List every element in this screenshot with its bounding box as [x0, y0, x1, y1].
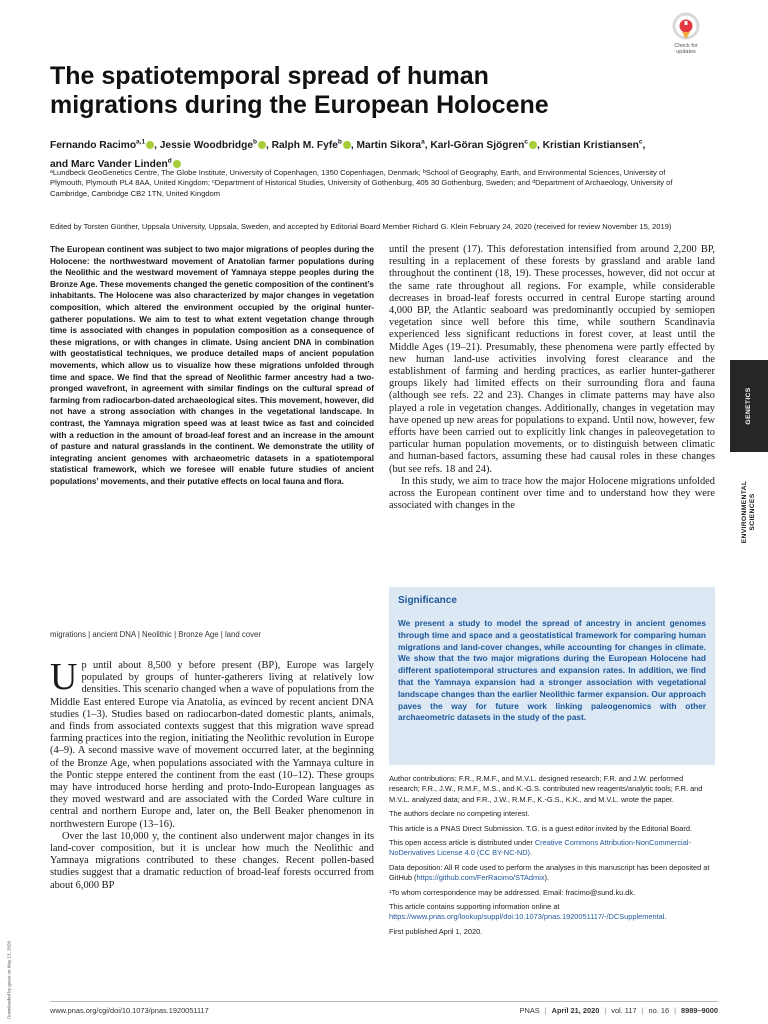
- supporting-info-link[interactable]: https://www.pnas.org/lookup/suppl/doi:10.1073/pnas.1920051117/-/DCSupplemental: [389, 912, 665, 922]
- footer-pages: 8989–9000: [681, 1006, 718, 1015]
- footer-issue: no. 16: [648, 1006, 670, 1015]
- footer-journal: PNAS: [519, 1006, 540, 1015]
- footer-volume: vol. 117: [611, 1006, 637, 1015]
- orcid-icon[interactable]: [173, 160, 181, 168]
- section-tab-genetics[interactable]: GENETICS: [730, 360, 768, 452]
- significance-text: We present a study to model the spread of ancestry in ancient genomes through time and space and a geostatistical framework for comparing human migrations and land-cover changes, while accounting for changes in climate. We show that the two major migrations during the European Holocene had different spatiotemporal structures and expansion rates. In addition, we find that the Yamnaya expansion had a stronger association with vegetational landscape changes than the earlier Neolithic farmer expansion. Our approach paves the way for future work linking paleogenomics with other archaeometric datasets in the study of the past.: [398, 618, 706, 723]
- check-for-updates-label: Check for updates: [674, 43, 698, 55]
- correspondence-note: ¹To whom correspondence may be addressed. Email: fracimo@sund.ku.dk.: [389, 887, 636, 897]
- footer-divider: [50, 1001, 718, 1002]
- body-paragraph: Over the last 10,000 y, the continent also underwent major changes in its land-cover composition, but it is unclear how much the Neolithic and Yamnaya migrations contributed to these changes. Recent pollen-based studies suggest that a dramatic reduction of broad-leaf forests occurred from about 6,000 BP: [50, 830, 374, 891]
- abstract: The European continent was subject to two major migrations of peoples during the Holocene: the northwestward movement of Anatolian farmer populations during the Neolithic and the westward movement of Yamnaya steppe peoples during the Bronze Age. These movements changed the genetic composition of the continent’s inhabitants. The Holocene was also characterized by major changes in vegetation composition, which altered the environment occupied by the original hunter-gatherer populations. We aim to test to what extent vegetation change through time is associated with changes in population composition as a consequence of these migrations, or with changes in climate. Using ancient DNA in combination with geostatistical techniques, we produce detailed maps of ancient population movements, which allow us to visualize how these migrations unfolded through time and space. We find that the spread of Neolithic farmer ancestry had a two-pronged wavefront, in agreement with similar findings on the cultural spread of farming from radiocarbon-dated archaeological sites. This movement, however, did not have a strong association with changes in the vegetational landscape. In contrast, the Yamnaya migration speed was at least twice as fast and coincided with a reduction in the amount of broad-leaf forest and an increase in the amount of pasture and natural grasslands in the continent. We demonstrate the utility of integrating ancient genomes with archaeometric datasets in a spatiotemporal statistical framework, which we foresee will enable future studies of ancient populations’ movements, and their putative effects on local fauna and flora.: [50, 245, 374, 486]
- drop-cap: U: [50, 656, 78, 698]
- author-woodbridge[interactable]: Jessie Woodbridge$^b$ ,: [159, 139, 272, 152]
- keywords: migrations | ancient DNA | Neolithic | Bronze Age | land cover: [50, 630, 261, 639]
- footer-doi-url[interactable]: www.pnas.org/cgi/doi/10.1073/pnas.1920051117: [50, 1006, 209, 1015]
- author-list: [50, 135, 650, 172]
- github-link[interactable]: https://github.com/FerRacimo/STAdmix: [416, 873, 545, 883]
- section-tab-environmental-sciences[interactable]: ENVIRONMENTAL SCIENCES: [730, 462, 768, 562]
- body-text-right-column: [389, 244, 715, 512]
- competing-interest: The authors declare no competing interest.: [389, 809, 530, 819]
- data-deposition-note: Data deposition: All R code used to perform the analyses in this manuscript has been deposited at GitHub (https://github.com/FerRacimo/STAdmix).: [389, 862, 710, 883]
- orcid-icon[interactable]: [146, 141, 154, 149]
- author-sjogren[interactable]: Karl-Göran Sjögren$^c$ ,: [430, 139, 543, 152]
- direct-submission-note: This article is a PNAS Direct Submission. T.G. is a guest editor invited by the Editorial Board.: [389, 823, 693, 833]
- footer-citation: PNAS | April 21, 2020 | vol. 117 | no. 16 | 8989–9000: [519, 1006, 718, 1015]
- author-fyfe[interactable]: Ralph M. Fyfe$^b$ ,: [271, 139, 357, 152]
- body-paragraph: until the present (17). This deforestation intensified from around 2,200 BP, resulting in a replacement of these forests by grassland and arable land throughout the continent (18, 19). These processes, however, did not occur at the same rate throughout all regions. For example, while considerable decreases in broad-leaf forests occurred in central Europe starting around 4,000 BP, the Atlantic seaboard was predominantly occupied by semiopen vegetation since well before this time, while southern Scandinavia experienced less significant reductions in forest cover, at least until the Middle Ages (19–21). Presumably, these phenomena were partly effected by new human land-use activities involving forest clearance and the establishment of farming and herding practices, as earlier hunter-gatherer groups likely had limited effects on their surrounding flora and fauna (although see refs. 22 and 23). Changes in climate patterns may have also played a role in vegetation changes. Additionally, changes in vegetation may have opened up new areas for populations to expand. Until now, however, few efforts have been carried out to explicitly link changes in paleovegetation to particular human population movements, or to distinguish between climatic and human-based factors, assuming these had causal roles in these changes (but see refs. 18 and 24).: [389, 244, 715, 475]
- author-racimo[interactable]: Fernando Racimo$^{a,1}$ ,: [50, 139, 160, 152]
- article-title: The spatiotemporal spread of human migrations during the European Holocene: [50, 62, 549, 119]
- supporting-info-note: This article contains supporting information online at https://www.pnas.org/lookup/suppl/doi:10.1073/pnas.1920051117/-/DCSupplemental.: [389, 902, 667, 922]
- footer-date: April 21, 2020: [551, 1006, 600, 1015]
- edited-by: Edited by Torsten Günther, Uppsala University, Uppsala, Sweden, and accepted by Editorial Board Member Richard G. Klein February 24, 2020 (received for review November 15, 2019): [50, 222, 672, 231]
- orcid-icon[interactable]: [258, 141, 266, 149]
- body-text-left-column: [50, 656, 374, 892]
- author-vander-linden[interactable]: Marc Vander Linden$^d$: [71, 159, 181, 170]
- significance-title: Significance: [398, 595, 457, 606]
- significance-box: [389, 587, 715, 765]
- check-for-updates-badge[interactable]: [664, 12, 708, 60]
- affiliations: ᵃLundbeck GeoGenetics Centre, The Globe Institute, University of Copenhagen, 1350 Copenhagen, Denmark; ᵇSchool of Geography, Earth, and Environmental Sciences, University of Plymouth, Plymouth PL4 8AA, United Kingdom; ᶜDepartment of Historical Studies, University of Gothenburg, 405 30 Gothenburg, Sweden; and ᵈDepartment of Archaeology, University of Cambridge, Cambridge CB2 1TN, United Kingdom: [50, 168, 673, 198]
- license-link[interactable]: Creative Commons Attribution-NonCommercial-NoDerivatives License 4.0 (CC BY-NC-ND): [389, 838, 691, 858]
- body-paragraph: Up until about 8,500 y before present (BP), Europe was largely populated by groups of hunter-gatherers living at relatively low densities. This scenario changed when a wave of populations from the Middle East entered Europe via Anatolia, as evinced by recent ancient DNA studies (1–3). Studies based on radiocarbon-dated domestic plants, animals, and finds from associated contexts suggest that this migration wave spread farming practices into the region, initiating the Neolithic revolution in Europe (4–9). A second massive wave of movement occurred later, at the beginning of the Bronze Age, when populations associated with the Yamnaya culture in the Pontic steppe entered the continent from the east (10–12). These groups may have introduced horse herding and proto-Indo-European languages as they moved westward and are associated with the Corded Ware culture in central and northern Europe and, later on, the Bell Beaker phenomenon in northwestern Europe (13–16).: [50, 656, 374, 830]
- published-date: First published April 1, 2020.: [389, 926, 483, 936]
- orcid-icon[interactable]: [529, 141, 537, 149]
- open-access-note: This open access article is distributed under Creative Commons Attribution-NonCommercial-NoDerivatives License 4.0 (CC BY-NC-ND).: [389, 838, 691, 858]
- author-sikora[interactable]: Martin Sikora$^a$,: [356, 139, 431, 152]
- author-notes: [389, 774, 715, 941]
- check-for-updates-icon: [671, 12, 701, 42]
- download-watermark: Downloaded by guest on May 13, 2020: [6, 940, 12, 1020]
- orcid-icon[interactable]: [343, 141, 351, 149]
- body-paragraph: In this study, we aim to trace how the major Holocene migrations unfolded across the European continent over time and to understand how they were associated with changes in the: [389, 475, 715, 512]
- author-kristiansen[interactable]: Kristian Kristiansen$^c$, and: [50, 139, 646, 170]
- author-contributions: Author contributions: F.R., R.M.F., and M.V.L. designed research; F.R. and J.W. performed research; F.R., J.W., R.M.F., M.S., and K.-G.S. contributed new reagents/analytic tools; F.R. and M.V.L. analyzed data; and F.R., J.W., R.M.F., K.-G.S., K.K., and M.V.L. wrote the paper.: [389, 774, 703, 804]
